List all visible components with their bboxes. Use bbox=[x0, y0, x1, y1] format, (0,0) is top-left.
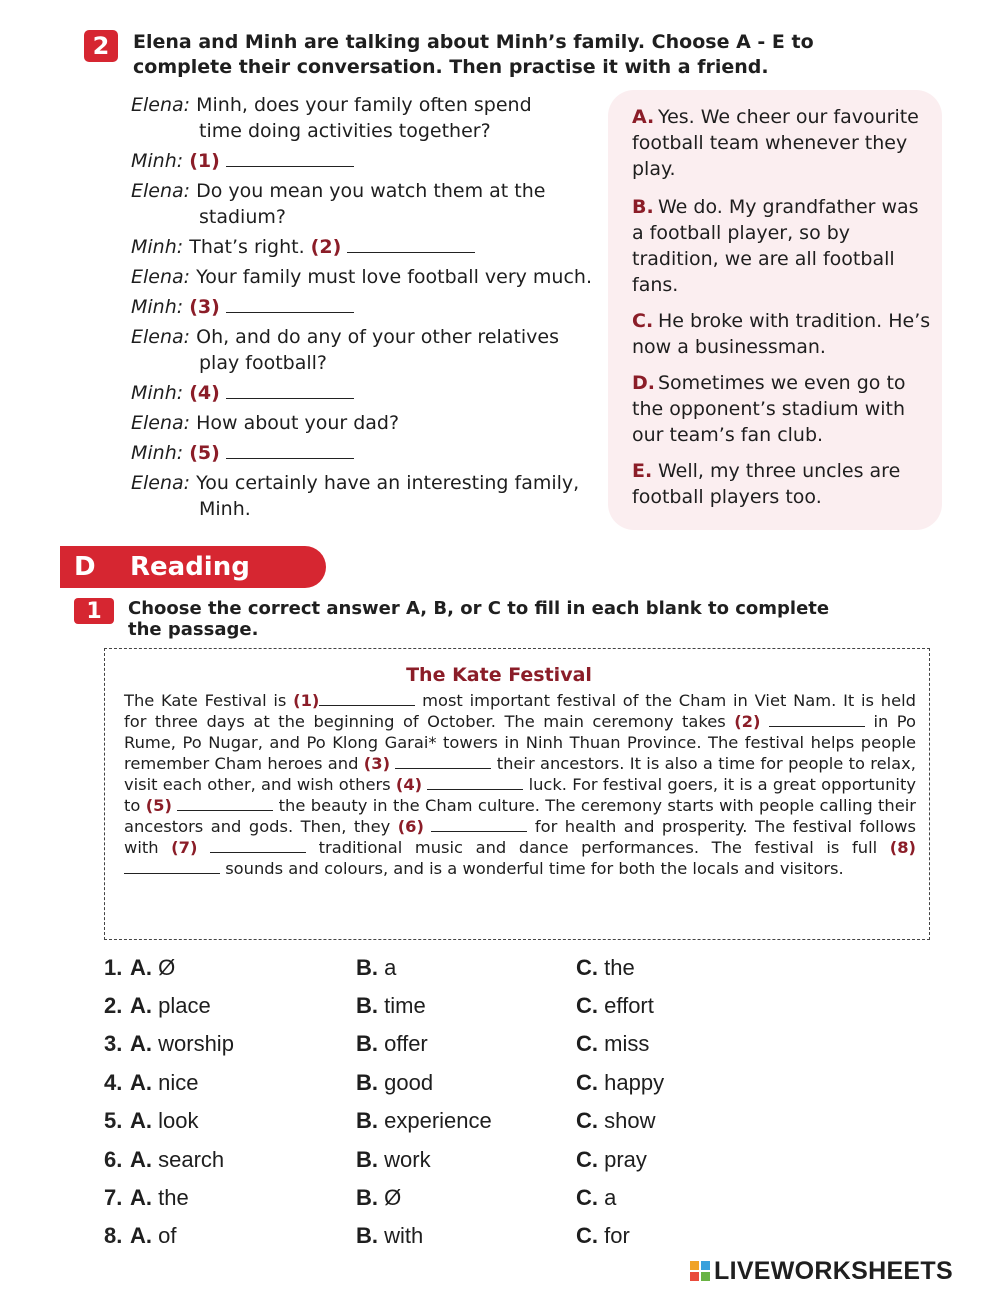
line-text: Minh, does your family often spend bbox=[196, 94, 532, 116]
exercise-2-instruction bbox=[133, 30, 933, 80]
passage-segment: traditional music and dance performances. The festival is full bbox=[318, 838, 878, 857]
section-letter: D bbox=[74, 552, 96, 582]
passage-text bbox=[124, 690, 916, 879]
option-letter: A. bbox=[632, 106, 655, 128]
passage-blank-2[interactable] bbox=[769, 713, 865, 727]
choice-a[interactable]: A. worship bbox=[130, 1031, 234, 1056]
exercise-1-number: 1 bbox=[74, 598, 114, 624]
passage-blank-3[interactable] bbox=[395, 755, 491, 769]
speaker-elena: Elena: bbox=[131, 94, 191, 116]
passage-segment: The Kate Festival is bbox=[124, 691, 287, 710]
option-text: We do. My grandfather was a football player, so by tradition, we are all football fans. bbox=[632, 196, 919, 296]
conversation-line bbox=[131, 264, 611, 290]
section-title: Reading bbox=[130, 552, 250, 582]
choice-b[interactable]: B. work bbox=[356, 1147, 431, 1172]
line-continuation: stadium? bbox=[199, 206, 286, 228]
blank-number: (4) bbox=[189, 382, 220, 404]
choice-a[interactable]: A. nice bbox=[130, 1070, 199, 1095]
passage-blank-number: (6) bbox=[397, 817, 424, 836]
passage-segment: in Po Rume, Po Nugar, and Po Klong Garai* towers in Ninh Thuan Province. The festival helps people remember Cham heroes and bbox=[124, 712, 916, 773]
choice-c[interactable]: C. miss bbox=[576, 1031, 650, 1056]
option-letter: C. bbox=[632, 310, 654, 332]
option-letter: B. bbox=[632, 196, 654, 218]
blank-number: (5) bbox=[189, 442, 220, 464]
passage-segment: for health and prosperity. The festival follows with bbox=[124, 817, 916, 857]
choice-b[interactable]: B. with bbox=[356, 1223, 424, 1248]
choice-c[interactable]: C. show bbox=[576, 1108, 656, 1133]
passage-segment: sounds and colours, and is a wonderful time for both the locals and visitors. bbox=[225, 859, 844, 878]
conversation-line bbox=[131, 324, 611, 376]
passage-blank-4[interactable] bbox=[427, 776, 523, 790]
choice-a[interactable]: A. look bbox=[130, 1108, 199, 1133]
choice-c[interactable]: C. a bbox=[576, 1185, 617, 1210]
choice-b[interactable]: B. good bbox=[356, 1070, 434, 1095]
question-number: 4. bbox=[104, 1070, 123, 1095]
passage-blank-7[interactable] bbox=[210, 839, 306, 853]
conversation-line bbox=[131, 178, 611, 230]
line-text: Your family must love football very much. bbox=[196, 266, 593, 288]
choice-c[interactable]: C. for bbox=[576, 1223, 630, 1248]
conversation-line bbox=[131, 470, 611, 522]
passage-segment: most important festival of the Cham in Viet Nam. It is held for three days at the beginning of October. The main ceremony takes bbox=[124, 691, 916, 731]
option-text: He broke with tradition. He’s now a businessman. bbox=[632, 310, 931, 358]
question-row bbox=[104, 1184, 804, 1214]
conversation bbox=[131, 92, 611, 526]
blank-number: (2) bbox=[310, 236, 342, 258]
passage-segment: their ancestors. It is also a time for people to relax, visit each other, and wish others bbox=[124, 754, 916, 794]
line-text: How about your dad? bbox=[196, 412, 400, 434]
exercise-1-instruction bbox=[128, 598, 928, 640]
exercise-1-instruction-line2: the passage. bbox=[128, 619, 259, 640]
blank-number: (3) bbox=[189, 296, 220, 318]
exercise-2-instruction-line1: Elena and Minh are talking about Minh’s family. Choose A - E to bbox=[133, 31, 814, 53]
choice-c[interactable]: C. the bbox=[576, 955, 635, 980]
line-continuation: play football? bbox=[199, 352, 327, 374]
question-number: 2. bbox=[104, 993, 123, 1018]
passage-title: The Kate Festival bbox=[406, 664, 592, 686]
passage-blank-number: (1) bbox=[293, 691, 320, 710]
passage-blank-number: (8) bbox=[889, 838, 916, 857]
line-text: Oh, and do any of your other relatives bbox=[196, 326, 560, 348]
line-continuation: Minh. bbox=[199, 498, 251, 520]
question-number: 3. bbox=[104, 1031, 123, 1056]
question-number: 5. bbox=[104, 1108, 123, 1133]
exercise-2-instruction-line2: complete their conversation. Then practise it with a friend. bbox=[133, 56, 769, 78]
option-letter: E. bbox=[632, 460, 653, 482]
question-row bbox=[104, 1222, 804, 1252]
speaker-minh: Minh: bbox=[131, 442, 184, 464]
question-row bbox=[104, 1069, 804, 1099]
line-continuation: time doing activities together? bbox=[199, 120, 491, 142]
question-number: 7. bbox=[104, 1185, 123, 1210]
liveworksheets-logo-icon bbox=[690, 1261, 710, 1281]
conversation-line bbox=[131, 234, 611, 260]
option-text: Sometimes we even go to the opponent’s stadium with our team’s fan club. bbox=[632, 372, 906, 446]
conversation-line bbox=[131, 380, 611, 406]
blank-number: (1) bbox=[189, 150, 220, 172]
option-letter: D. bbox=[632, 372, 655, 394]
exercise-1-instruction-line1: Choose the correct answer A, B, or C to fill in each blank to complete bbox=[128, 598, 830, 619]
option-b bbox=[632, 194, 932, 298]
line-text: You certainly have an interesting family, bbox=[196, 472, 580, 494]
passage-segment: the beauty in the Cham culture. The ceremony starts with people calling their ancestors and gods. Then, they bbox=[124, 796, 916, 836]
choice-c[interactable]: C. pray bbox=[576, 1147, 647, 1172]
choice-b[interactable]: B. offer bbox=[356, 1031, 428, 1056]
answer-blank-5[interactable] bbox=[226, 441, 354, 459]
choice-b[interactable]: B. time bbox=[356, 993, 426, 1018]
speaker-minh: Minh: bbox=[131, 296, 184, 318]
choice-b[interactable]: B. a bbox=[356, 955, 397, 980]
option-text: Yes. We cheer our favourite football team whenever they play. bbox=[632, 106, 919, 180]
speaker-elena: Elena: bbox=[131, 266, 191, 288]
choice-a[interactable]: A. search bbox=[130, 1147, 225, 1172]
passage-blank-1[interactable] bbox=[319, 692, 415, 706]
section-reading-band bbox=[60, 546, 326, 588]
option-a bbox=[632, 104, 932, 182]
answer-blank-3[interactable] bbox=[226, 295, 354, 313]
line-text: That’s right. bbox=[189, 236, 305, 258]
option-c bbox=[632, 308, 932, 360]
question-row bbox=[104, 954, 804, 984]
question-number: 8. bbox=[104, 1223, 123, 1248]
passage-blank-number: (5) bbox=[145, 796, 172, 815]
passage-blank-6[interactable] bbox=[431, 818, 527, 832]
choice-a[interactable]: A. the bbox=[130, 1185, 189, 1210]
choice-a[interactable]: A. Ø bbox=[130, 955, 176, 980]
question-number: 1. bbox=[104, 955, 123, 980]
liveworksheets-logo[interactable] bbox=[690, 1256, 953, 1286]
conversation-line bbox=[131, 440, 611, 466]
option-d bbox=[632, 370, 932, 448]
speaker-minh: Minh: bbox=[131, 382, 184, 404]
passage-blank-number: (4) bbox=[395, 775, 423, 794]
conversation-line bbox=[131, 148, 611, 174]
choice-c[interactable]: C. happy bbox=[576, 1070, 665, 1095]
answer-blank-2[interactable] bbox=[347, 235, 475, 253]
exercise-2-number: 2 bbox=[84, 30, 118, 62]
question-row bbox=[104, 992, 804, 1022]
question-row bbox=[104, 1030, 804, 1060]
choice-c[interactable]: C. effort bbox=[576, 993, 654, 1018]
option-text: Well, my three uncles are football players too. bbox=[632, 460, 901, 508]
question-row bbox=[104, 1107, 804, 1137]
choice-b[interactable]: B. Ø bbox=[356, 1185, 402, 1210]
passage-blank-8[interactable] bbox=[124, 860, 220, 874]
choice-a[interactable]: A. place bbox=[130, 993, 211, 1018]
conversation-line bbox=[131, 410, 611, 436]
choice-a[interactable]: A. of bbox=[130, 1223, 177, 1248]
option-e bbox=[632, 458, 932, 510]
question-number: 6. bbox=[104, 1147, 123, 1172]
speaker-elena: Elena: bbox=[131, 180, 191, 202]
speaker-minh: Minh: bbox=[131, 236, 184, 258]
passage-segment: luck. For festival goers, it is a great opportunity to bbox=[124, 775, 916, 815]
line-text: Do you mean you watch them at the bbox=[196, 180, 546, 202]
answer-blank-1[interactable] bbox=[226, 149, 354, 167]
logo-text: LIVEWORKSHEETS bbox=[714, 1256, 953, 1285]
speaker-elena: Elena: bbox=[131, 472, 191, 494]
answer-blank-4[interactable] bbox=[226, 381, 354, 399]
passage-blank-5[interactable] bbox=[177, 797, 273, 811]
speaker-elena: Elena: bbox=[131, 412, 191, 434]
passage-blank-number: (3) bbox=[363, 754, 391, 773]
passage-blank-number: (7) bbox=[171, 838, 198, 857]
choice-b[interactable]: B. experience bbox=[356, 1108, 492, 1133]
conversation-line bbox=[131, 294, 611, 320]
speaker-minh: Minh: bbox=[131, 150, 184, 172]
conversation-line bbox=[131, 92, 611, 144]
question-row bbox=[104, 1146, 804, 1176]
passage-blank-number: (2) bbox=[734, 712, 761, 731]
speaker-elena: Elena: bbox=[131, 326, 191, 348]
